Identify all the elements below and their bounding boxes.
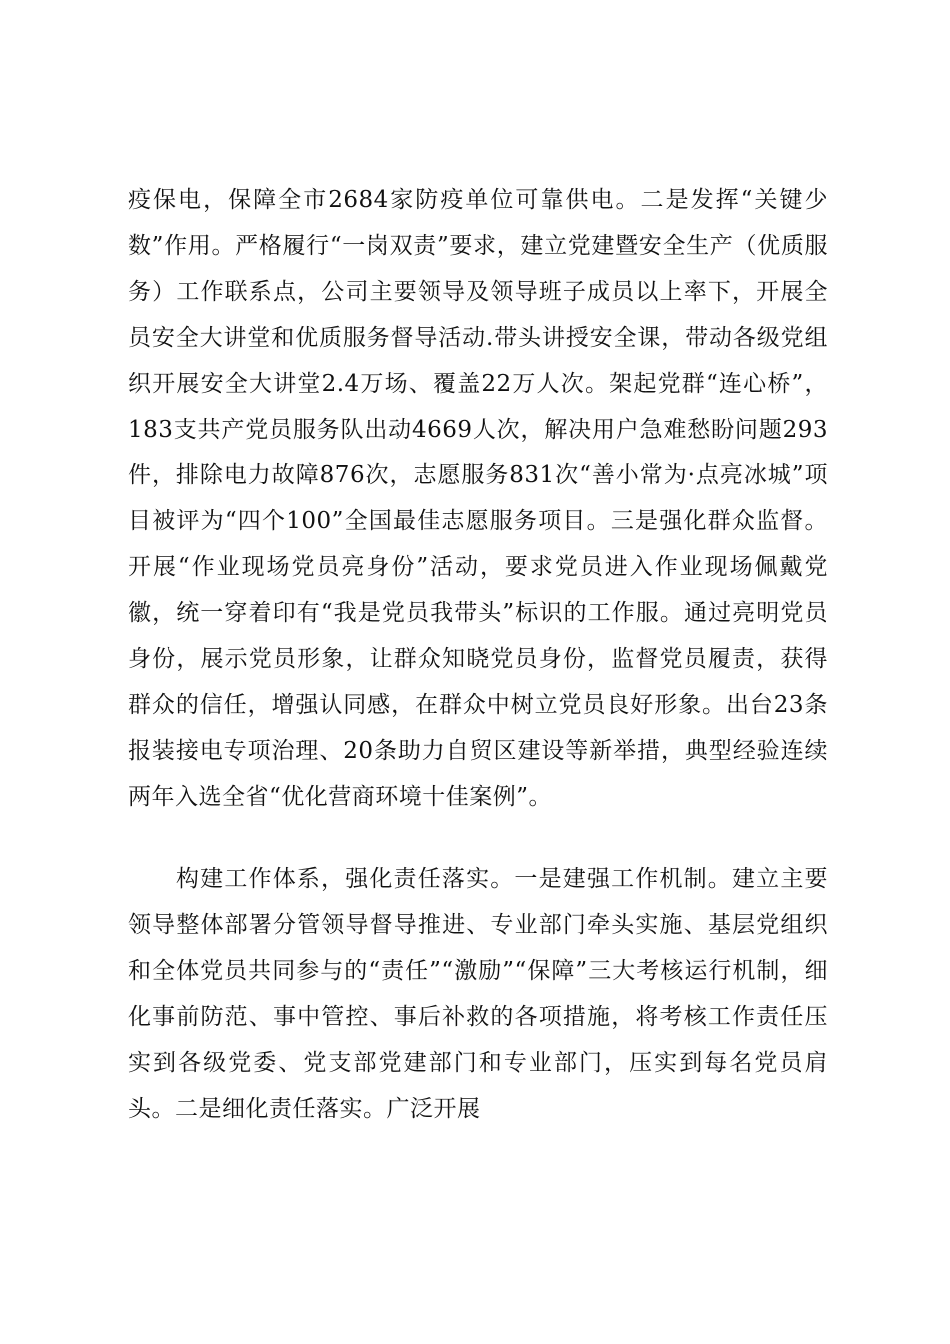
paragraph-block-1 bbox=[128, 178, 828, 821]
paragraph-block-2 bbox=[128, 857, 828, 1132]
paragraph-1: 疫保电，保障全市2684家防疫单位可靠供电。二是发挥“关键少数”作用。严格履行“一岗双责”要求，建立党建暨安全生产（优质服务）工作联系点，公司主要领导及领导班子成员以上率下，开展全员安全大讲堂和优质服务督导活动.带头讲授安全课，带动各级党组织开展安全大讲堂2.4万场、覆盖22万人次。架起党群“连心桥”，183支共产党员服务队出动4669人次，解决用户急难愁盼问题293件，排除电力故障876次，志愿服务831次“善小常为·点亮冰城”项目被评为“四个100”全国最佳志愿服务项目。三是强化群众监督。开展“作业现场党员亮身份”活动，要求党员进入作业现场佩戴党徽，统一穿着印有“我是党员我带头”标识的工作服。通过亮明党员身份，展示党员形象，让群众知晓党员身份，监督党员履责，获得群众的信任，增强认同感，在群众中树立党员良好形象。出台23条报装接电专项治理、20条助力自贸区建设等新举措，典型经验连续两年入选全省“优化营商环境十佳案例”。 bbox=[128, 187, 828, 810]
paragraph-2: 构建工作体系，强化责任落实。一是建强工作机制。建立主要领导整体部署分管领导督导推进、专业部门牵头实施、基层党组织和全体党员共同参与的“责任”“激励”“保障”三大考核运行机制，细化事前防范、事中管控、事后补救的各项措施，将考核工作责任压实到各级党委、党支部党建部门和专业部门，压实到每名党员肩头。二是细化责任落实。广泛开展 bbox=[128, 866, 828, 1122]
